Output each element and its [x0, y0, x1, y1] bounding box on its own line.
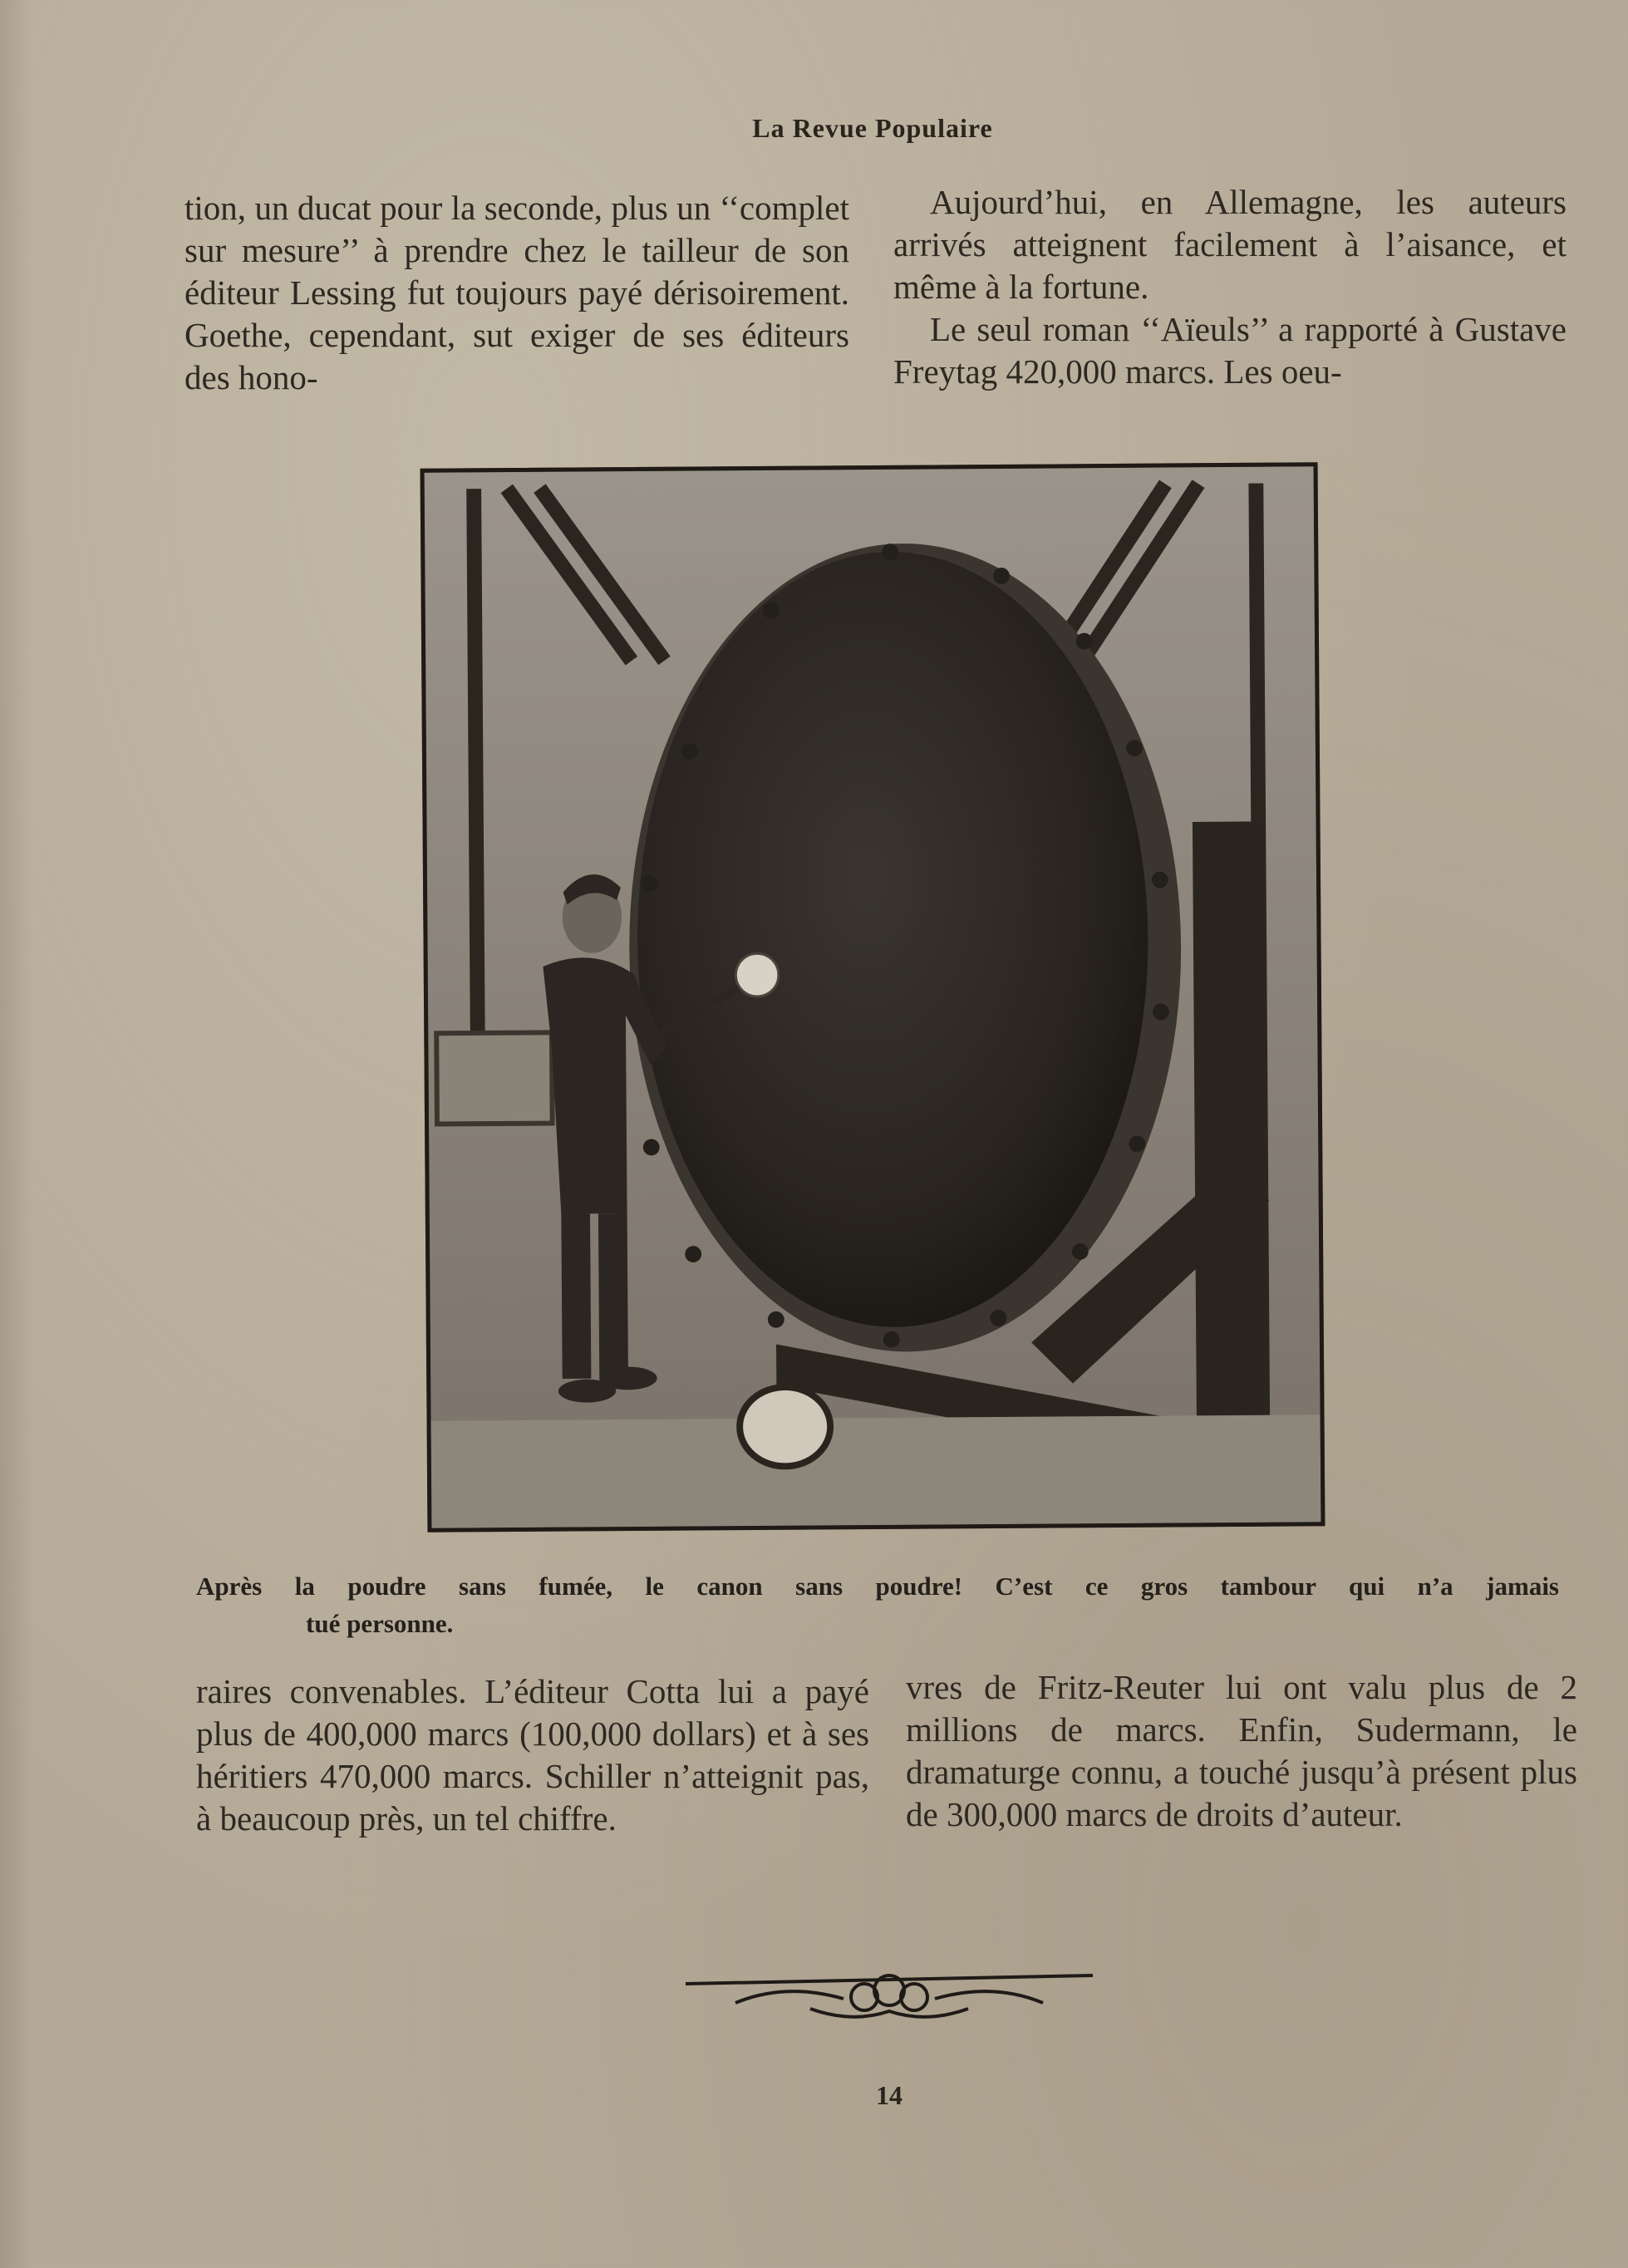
paragraph: Le seul roman ‘‘Aïeuls’’ a rapporté à Gustave Freytag 420,000 marcs. Les oeu- [893, 310, 1567, 391]
paragraph: tion, un ducat pour la seconde, plus un ‘‘complet sur mesure’’ à prendre chez le tailleur de son éditeur Lessing fut toujours payé dérisoirement. Goethe, cependant, sut exiger de ses éditeurs des hono- [184, 189, 849, 396]
drum-photograph [421, 462, 1326, 1532]
photo-illustration [425, 466, 1321, 1528]
text-column-bottom-left [196, 1670, 869, 1840]
running-header: La Revue Populaire [752, 113, 993, 143]
paragraph: raires convenables. L’éditeur Cotta lui a payé plus de 400,000 marcs (100,000 dollars) et à ses héritiers 470,000 marcs. Schiller n’atteignit pas, à beaucoup près, un tel chiffre. [196, 1672, 869, 1838]
text-column-top-left [184, 187, 849, 399]
decorative-ornament-icon [686, 1965, 1093, 2024]
text-column-bottom-right [906, 1666, 1577, 1836]
text-column-top-right [893, 181, 1567, 393]
paragraph: Aujourd’hui, en Allemagne, les auteurs arrivés atteignent facilement à l’aisance, et même à la fortune. [893, 183, 1567, 306]
page-number: 14 [876, 2080, 903, 2110]
paragraph: vres de Fritz-Reuter lui ont valu plus de 2 millions de marcs. Enfin, Sudermann, le dramaturge connu, a touché jusqu’à présent plus de 300,000 marcs de droits d’auteur. [906, 1668, 1577, 1833]
photo-caption-line-1: Après la poudre sans fumée, le canon sans poudre! C’est ce gros tambour qui n’a jamais [196, 1572, 1559, 1601]
photo-caption-line-2: tué personne. [306, 1609, 454, 1638]
